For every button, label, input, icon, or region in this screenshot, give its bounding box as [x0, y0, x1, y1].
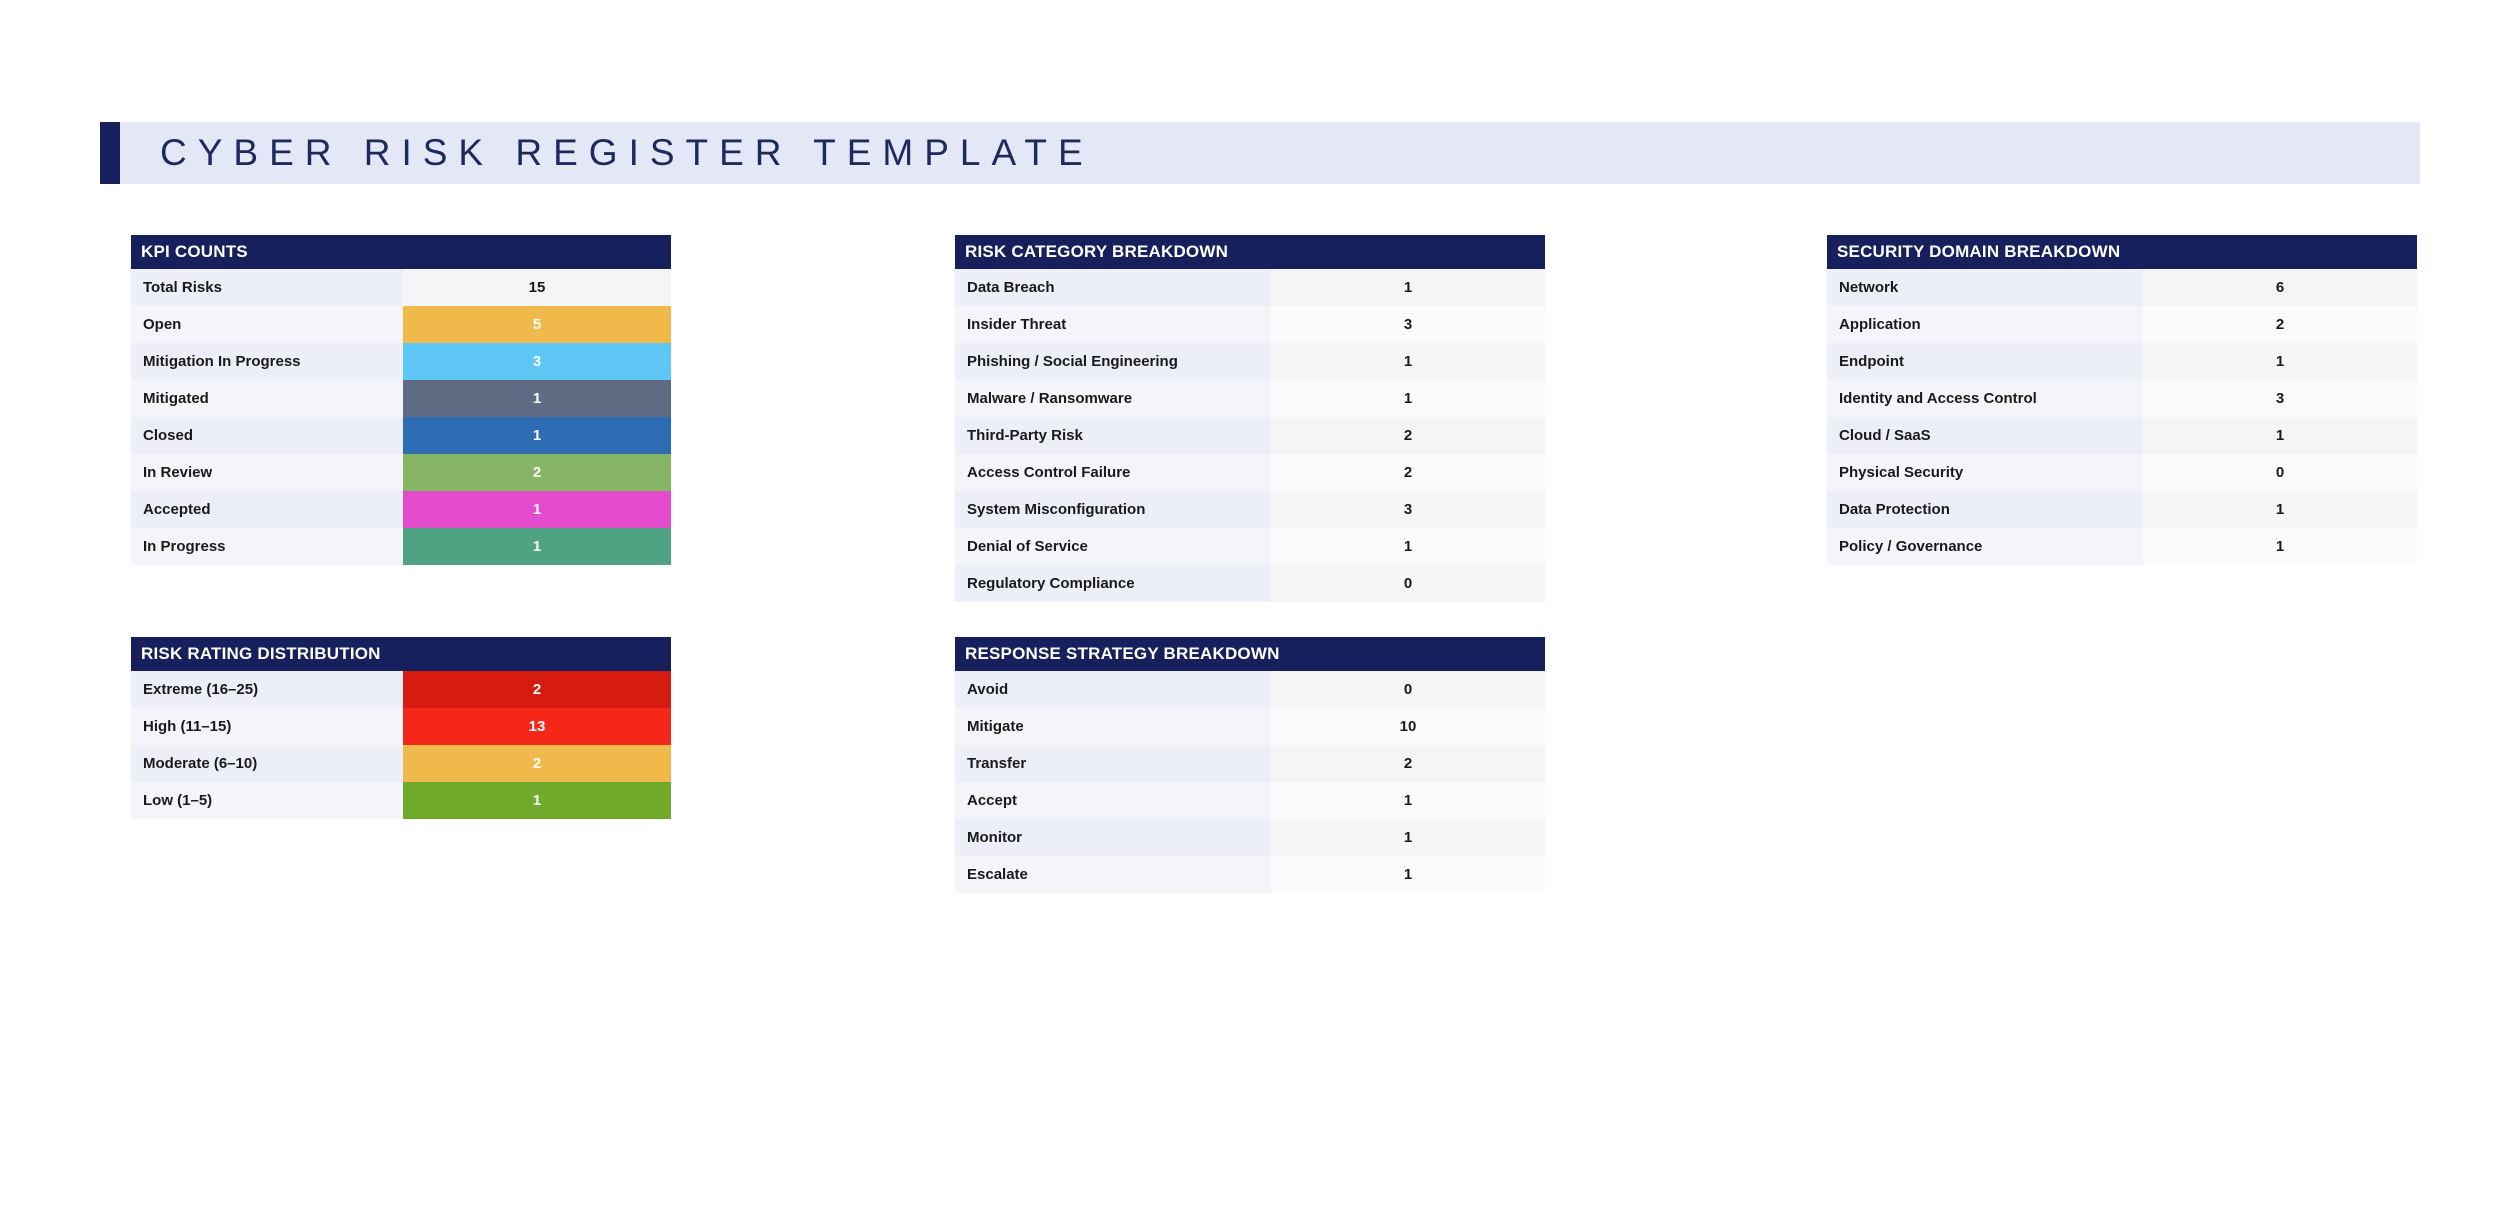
- row-label: Monitor: [955, 819, 1271, 856]
- row-label: High (11–15): [131, 708, 403, 745]
- row-label: System Misconfiguration: [955, 491, 1271, 528]
- row-value: 3: [1271, 306, 1545, 343]
- row-value: 1: [2143, 343, 2417, 380]
- row-value: 1: [2143, 417, 2417, 454]
- row-value: 1: [403, 380, 671, 417]
- row-label: Policy / Governance: [1827, 528, 2143, 565]
- row-value: 1: [403, 491, 671, 528]
- table-row: [1827, 528, 2417, 565]
- table-row: [955, 819, 1545, 856]
- table-row: [955, 269, 1545, 306]
- table-row: [1827, 454, 2417, 491]
- table-row: [131, 782, 671, 819]
- row-label: Network: [1827, 269, 2143, 306]
- table-row: [955, 491, 1545, 528]
- panel-header-risk-rating-distribution: RISK RATING DISTRIBUTION: [131, 637, 671, 671]
- table-row: [1827, 380, 2417, 417]
- table-row: [131, 708, 671, 745]
- row-value: 1: [1271, 856, 1545, 893]
- page-title: CYBER RISK REGISTER TEMPLATE: [160, 132, 1094, 173]
- table-row: [955, 454, 1545, 491]
- row-value: 0: [1271, 565, 1545, 602]
- row-label: Physical Security: [1827, 454, 2143, 491]
- row-value: 1: [1271, 343, 1545, 380]
- row-label: Data Breach: [955, 269, 1271, 306]
- row-value: 2: [1271, 417, 1545, 454]
- row-label: Extreme (16–25): [131, 671, 403, 708]
- row-value: 1: [1271, 782, 1545, 819]
- panel-risk-rating-distribution: [131, 637, 671, 819]
- row-value: 1: [2143, 528, 2417, 565]
- row-label: Accepted: [131, 491, 403, 528]
- table-response-strategy-breakdown: [955, 671, 1545, 893]
- row-value: 1: [403, 528, 671, 565]
- table-row: [955, 380, 1545, 417]
- row-value: 15: [403, 269, 671, 306]
- table-row: [955, 417, 1545, 454]
- row-value: 10: [1271, 708, 1545, 745]
- row-value: 2: [403, 745, 671, 782]
- row-label: Open: [131, 306, 403, 343]
- row-label: Cloud / SaaS: [1827, 417, 2143, 454]
- table-row: [131, 671, 671, 708]
- table-row: [131, 269, 671, 306]
- panel-security-domain-breakdown: [1827, 235, 2417, 565]
- table-row: [955, 565, 1545, 602]
- table-row: [131, 380, 671, 417]
- document-title-banner: [100, 122, 2420, 184]
- row-value: 2: [2143, 306, 2417, 343]
- table-body-security-domain-breakdown: [1827, 269, 2417, 565]
- table-body-risk-category-breakdown: [955, 269, 1545, 602]
- row-value: 0: [2143, 454, 2417, 491]
- row-label: Closed: [131, 417, 403, 454]
- row-label: Denial of Service: [955, 528, 1271, 565]
- row-label: Insider Threat: [955, 306, 1271, 343]
- table-row: [1827, 417, 2417, 454]
- row-value: 0: [1271, 671, 1545, 708]
- row-value: 1: [1271, 819, 1545, 856]
- table-row: [955, 708, 1545, 745]
- table-row: [955, 745, 1545, 782]
- row-value: 1: [2143, 491, 2417, 528]
- table-body-kpi-counts: [131, 269, 671, 565]
- table-row: [131, 491, 671, 528]
- row-value: 2: [403, 454, 671, 491]
- title-accent-bar: [100, 122, 120, 184]
- row-label: Regulatory Compliance: [955, 565, 1271, 602]
- table-body-risk-rating-distribution: [131, 671, 671, 819]
- table-row: [131, 454, 671, 491]
- table-row: [1827, 343, 2417, 380]
- row-value: 5: [403, 306, 671, 343]
- table-risk-category-breakdown: [955, 269, 1545, 602]
- row-label: Total Risks: [131, 269, 403, 306]
- row-label: Mitigate: [955, 708, 1271, 745]
- table-row: [131, 306, 671, 343]
- table-row: [955, 671, 1545, 708]
- table-row: [955, 306, 1545, 343]
- row-value: 3: [403, 343, 671, 380]
- row-value: 1: [1271, 380, 1545, 417]
- row-label: Phishing / Social Engineering: [955, 343, 1271, 380]
- row-value: 2: [403, 671, 671, 708]
- row-value: 2: [1271, 454, 1545, 491]
- row-label: Third-Party Risk: [955, 417, 1271, 454]
- table-kpi-counts: [131, 269, 671, 565]
- row-value: 1: [403, 417, 671, 454]
- table-row: [955, 528, 1545, 565]
- row-label: Moderate (6–10): [131, 745, 403, 782]
- row-label: Escalate: [955, 856, 1271, 893]
- table-row: [131, 745, 671, 782]
- row-label: Mitigation In Progress: [131, 343, 403, 380]
- row-value: 1: [1271, 528, 1545, 565]
- row-value: 2: [1271, 745, 1545, 782]
- table-row: [131, 343, 671, 380]
- row-label: Avoid: [955, 671, 1271, 708]
- row-label: In Progress: [131, 528, 403, 565]
- table-row: [955, 782, 1545, 819]
- table-body-response-strategy-breakdown: [955, 671, 1545, 893]
- table-row: [1827, 306, 2417, 343]
- panel-header-security-domain-breakdown: SECURITY DOMAIN BREAKDOWN: [1827, 235, 2417, 269]
- panel-header-risk-category-breakdown: RISK CATEGORY BREAKDOWN: [955, 235, 1545, 269]
- row-value: 6: [2143, 269, 2417, 306]
- panel-kpi-counts: [131, 235, 671, 565]
- panel-header-kpi-counts: KPI COUNTS: [131, 235, 671, 269]
- table-security-domain-breakdown: [1827, 269, 2417, 565]
- panel-response-strategy-breakdown: [955, 637, 1545, 893]
- row-label: Transfer: [955, 745, 1271, 782]
- table-row: [955, 343, 1545, 380]
- row-label: Low (1–5): [131, 782, 403, 819]
- row-label: Application: [1827, 306, 2143, 343]
- table-row: [1827, 491, 2417, 528]
- table-row: [1827, 269, 2417, 306]
- panel-header-response-strategy-breakdown: RESPONSE STRATEGY BREAKDOWN: [955, 637, 1545, 671]
- table-row: [131, 417, 671, 454]
- row-label: In Review: [131, 454, 403, 491]
- row-label: Access Control Failure: [955, 454, 1271, 491]
- row-label: Data Protection: [1827, 491, 2143, 528]
- panel-risk-category-breakdown: [955, 235, 1545, 602]
- row-value: 1: [1271, 269, 1545, 306]
- row-label: Endpoint: [1827, 343, 2143, 380]
- row-label: Mitigated: [131, 380, 403, 417]
- row-value: 1: [403, 782, 671, 819]
- row-value: 3: [2143, 380, 2417, 417]
- table-row: [131, 528, 671, 565]
- table-risk-rating-distribution: [131, 671, 671, 819]
- row-value: 13: [403, 708, 671, 745]
- row-value: 3: [1271, 491, 1545, 528]
- row-label: Malware / Ransomware: [955, 380, 1271, 417]
- row-label: Identity and Access Control: [1827, 380, 2143, 417]
- table-row: [955, 856, 1545, 893]
- row-label: Accept: [955, 782, 1271, 819]
